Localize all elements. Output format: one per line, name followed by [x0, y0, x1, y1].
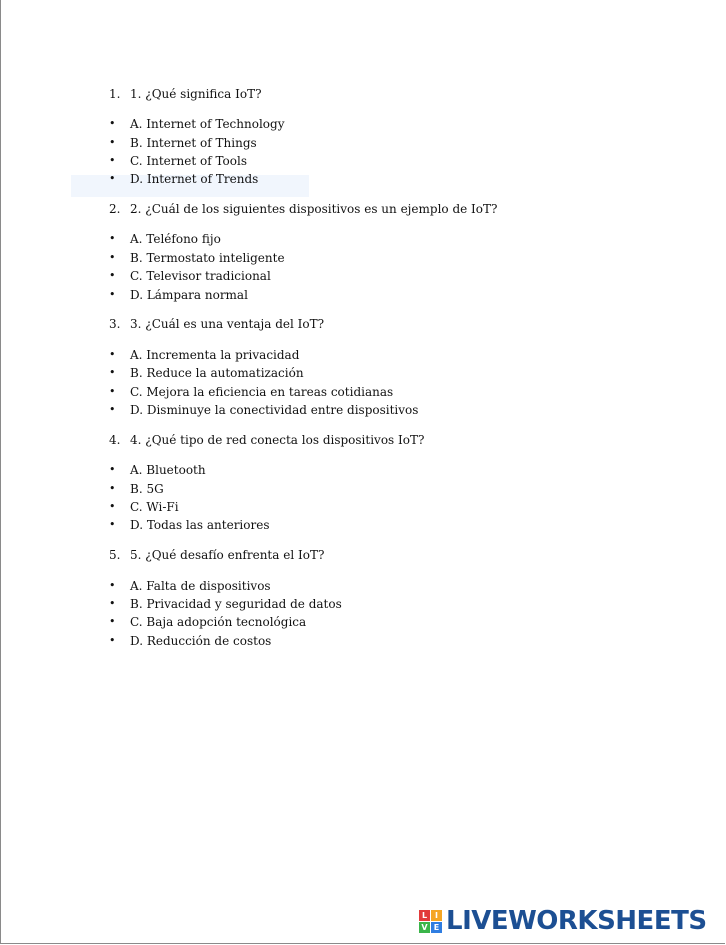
question-number: 5. — [109, 548, 121, 562]
option-text: C. Baja adopción tecnológica — [130, 615, 307, 629]
question-number: 3. — [109, 317, 121, 331]
question-text: 3. ¿Cuál es una ventaja del IoT? — [130, 317, 325, 331]
bullet-icon: • — [109, 615, 116, 628]
bullet-icon: • — [109, 634, 116, 647]
option-text: B. Internet of Things — [130, 136, 257, 150]
bullet-icon: • — [109, 117, 116, 130]
liveworksheets-logo — [419, 906, 707, 936]
option-text: C. Mejora la eficiencia en tareas cotidianas — [130, 385, 394, 399]
option-text: D. Todas las anteriores — [130, 518, 270, 532]
option-text: B. Reduce la automatización — [130, 366, 304, 380]
bullet-icon: • — [109, 463, 116, 476]
bullet-icon: • — [109, 136, 116, 149]
question-number: 1. — [109, 87, 121, 101]
bullet-icon: • — [109, 269, 116, 282]
bullet-icon: • — [109, 348, 116, 361]
option-text: A. Incrementa la privacidad — [130, 348, 300, 362]
option-text: D. Reducción de costos — [130, 634, 272, 648]
option-text: B. Termostato inteligente — [130, 251, 285, 265]
question-text: 2. ¿Cuál de los siguientes dispositivos es un ejemplo de IoT? — [130, 202, 498, 216]
question-text: 1. ¿Qué significa IoT? — [130, 87, 262, 101]
question-text: 4. ¿Qué tipo de red conecta los dispositivos IoT? — [130, 433, 425, 447]
question-number: 4. — [109, 433, 121, 447]
bullet-icon: • — [109, 482, 116, 495]
logo-mark-cell: L — [419, 910, 430, 921]
option-text: D. Lámpara normal — [130, 288, 248, 302]
logo-text: LIVEWORKSHEETS — [446, 906, 707, 936]
logo-mark-cell: E — [431, 922, 442, 933]
logo-mark-cell: I — [431, 910, 442, 921]
option-text: D. Internet of Trends — [130, 172, 259, 186]
question-text: 5. ¿Qué desafío enfrenta el IoT? — [130, 548, 325, 562]
option-text: A. Teléfono fijo — [130, 232, 221, 246]
bullet-icon: • — [109, 251, 116, 264]
bullet-icon: • — [109, 403, 116, 416]
bullet-icon: • — [109, 579, 116, 592]
option-text: C. Televisor tradicional — [130, 269, 271, 283]
bullet-icon: • — [109, 597, 116, 610]
bullet-icon: • — [109, 288, 116, 301]
option-text: D. Disminuye la conectividad entre dispositivos — [130, 403, 419, 417]
bullet-icon: • — [109, 518, 116, 531]
bullet-icon: • — [109, 366, 116, 379]
logo-mark-cell: V — [419, 922, 430, 933]
question-number: 2. — [109, 202, 121, 216]
bullet-icon: • — [109, 232, 116, 245]
bullet-icon: • — [109, 154, 116, 167]
option-text: C. Internet of Tools — [130, 154, 247, 168]
option-text: A. Internet of Technology — [130, 117, 285, 131]
option-text: B. 5G — [130, 482, 164, 496]
bullet-icon: • — [109, 385, 116, 398]
bullet-icon: • — [109, 172, 116, 185]
option-text: A. Bluetooth — [130, 463, 206, 477]
option-text: B. Privacidad y seguridad de datos — [130, 597, 342, 611]
logo-mark-icon — [419, 910, 442, 933]
option-text: C. Wi-Fi — [130, 500, 179, 514]
option-text: A. Falta de dispositivos — [130, 579, 271, 593]
bullet-icon: • — [109, 500, 116, 513]
